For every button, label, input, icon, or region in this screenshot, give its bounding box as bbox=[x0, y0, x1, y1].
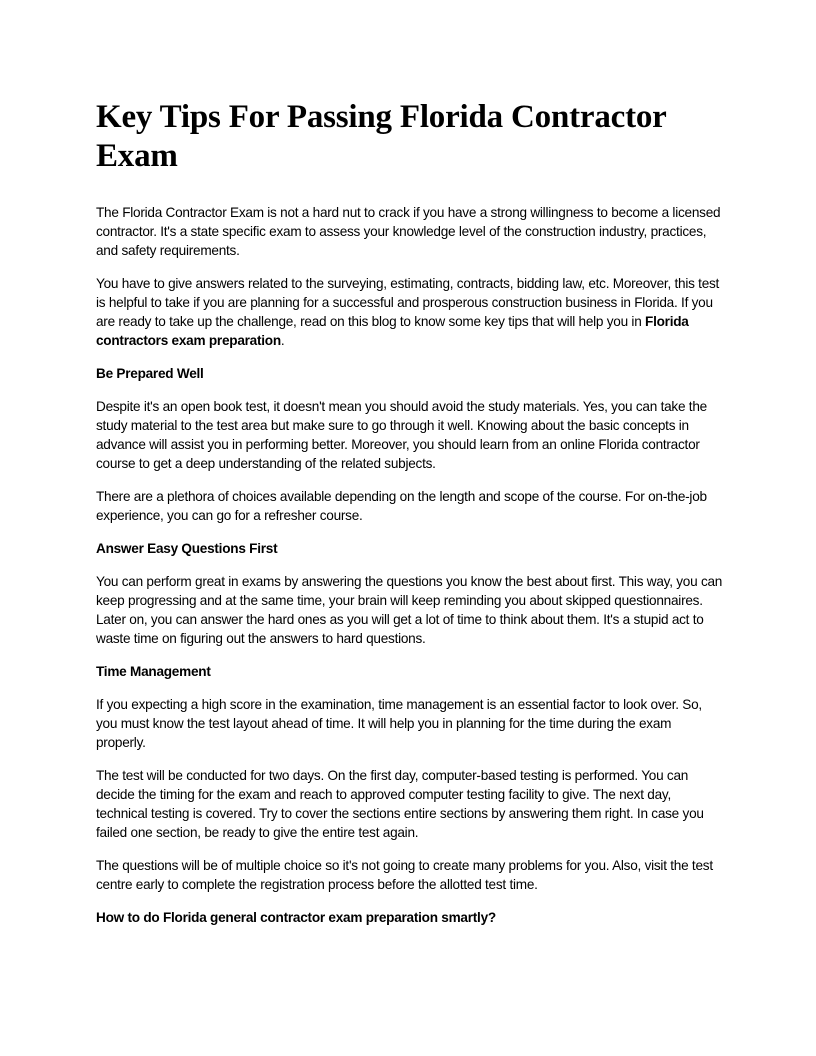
page-title: Key Tips For Passing Florida Contractor Exam bbox=[96, 99, 667, 174]
intro-paragraph-2-end: . bbox=[280, 333, 285, 348]
time-management-paragraph-3: The questions will be of multiple choice so it's not going to create many problems for you. Also, visit the test centre early to complete the registration process before the allotted test time. bbox=[96, 858, 713, 892]
intro-paragraph-2 bbox=[96, 274, 724, 350]
bold-phrase-exam-preparation: Florida contractors exam preparation bbox=[96, 314, 689, 348]
easy-questions-paragraph-1: You can perform great in exams by answering the questions you know the best about first. This way, you can keep progressing and at the same time, your brain will keep reminding you about skipped questionnaires. Later on, you can answer the hard ones as you will get a lot of time to think about them. It's a stupid act to waste time on figuring out the answers to hard questions. bbox=[96, 574, 723, 646]
be-prepared-paragraph-1: Despite it's an open book test, it doesn't mean you should avoid the study materials. Yes, you can take the study material to the test area but make sure to go through it well. Knowing about the basic concepts in advance will assist you in performing better. Moreover, you should learn from an online Florida contractor course to get a deep understanding of the related subjects. bbox=[96, 399, 707, 471]
intro-paragraph-1: The Florida Contractor Exam is not a hard nut to crack if you have a strong willingness to become a licensed contractor. It's a state specific exam to assess your knowledge level of the construction industry, practices, and safety requirements. bbox=[96, 205, 721, 258]
time-management-paragraph-1: If you expecting a high score in the examination, time management is an essential factor to look over. So, you must know the test layout ahead of time. It will help you in planning for the time during the exam properly. bbox=[96, 697, 702, 750]
section-heading-easy-questions: Answer Easy Questions First bbox=[96, 541, 278, 556]
intro-paragraph-2-text: You have to give answers related to the surveying, estimating, contracts, bidding law, etc. Moreover, this test is helpful to take if you are planning for a successful and prosperous construction business in Florida. If you are ready to take up the challenge, read on this blog to know some key tips that will help you in bbox=[96, 276, 720, 329]
time-management-paragraph-2: The test will be conducted for two days. On the first day, computer-based testing is performed. You can decide the timing for the exam and reach to approved computer testing facility to give. The next day, technical testing is covered. Try to cover the sections entire sections by answering them right. In case you failed one section, be ready to give the entire test again. bbox=[96, 768, 704, 840]
be-prepared-paragraph-2: There are a plethora of choices available depending on the length and scope of the course. For on-the-job experience, you can go for a refresher course. bbox=[96, 489, 707, 523]
section-heading-smart-preparation: How to do Florida general contractor exam preparation smartly? bbox=[96, 910, 496, 925]
document-page bbox=[96, 98, 724, 941]
section-heading-time-management: Time Management bbox=[96, 664, 211, 679]
section-heading-be-prepared: Be Prepared Well bbox=[96, 366, 204, 381]
